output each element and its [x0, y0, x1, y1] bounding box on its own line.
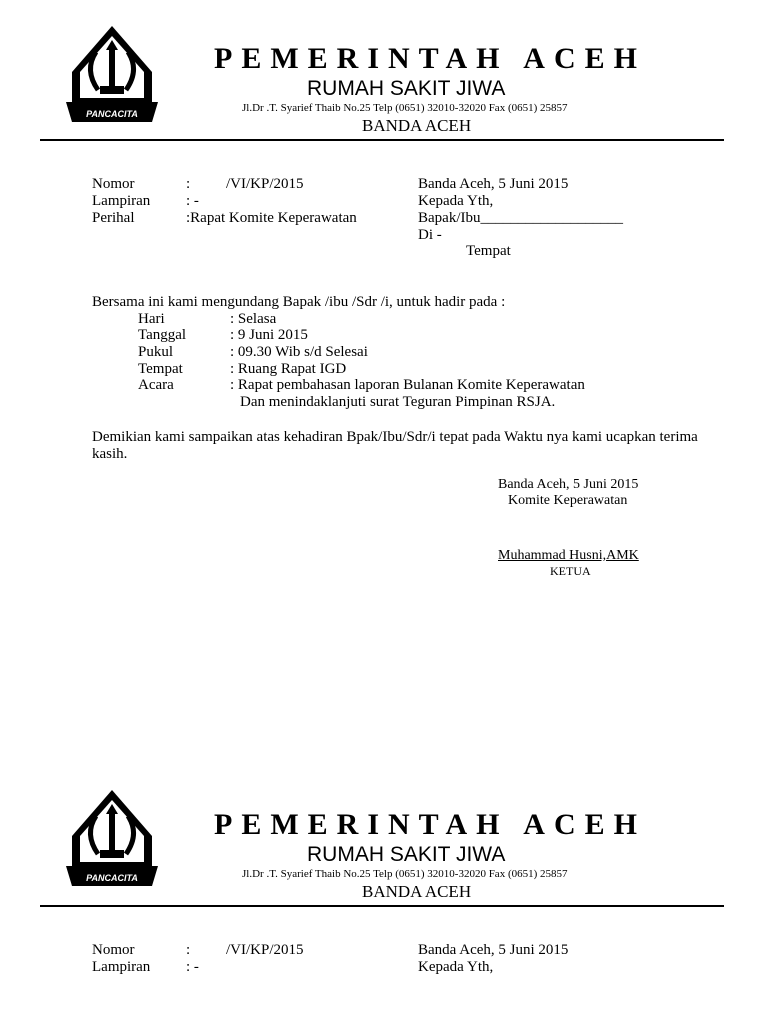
detail-label-acara: Acara — [138, 377, 174, 393]
letterhead-divider — [40, 905, 724, 907]
pancacita-logo-icon — [66, 22, 158, 126]
letterhead-subtitle: RUMAH SAKIT JIWA — [307, 77, 506, 100]
nomor-label: Nomor — [92, 176, 135, 192]
letterhead-city: BANDA ACEH — [362, 882, 472, 901]
perihal-label: Perihal — [92, 210, 135, 226]
recipient-tempat: Tempat — [466, 243, 511, 259]
lampiran-label: Lampiran — [92, 959, 151, 975]
recipient-place-date: Banda Aceh, 5 Juni 2015 — [418, 942, 569, 958]
letterhead-city: BANDA ACEH — [362, 116, 472, 135]
detail-label-hari: Hari — [138, 311, 165, 327]
detail-value-hari: : Selasa — [230, 311, 277, 327]
detail-value-pukul: : 09.30 Wib s/d Selesai — [230, 344, 368, 360]
signature-name: Muhammad Husni,AMK — [498, 548, 639, 563]
nomor-colon: : — [186, 176, 191, 192]
signature-place-date: Banda Aceh, 5 Juni 2015 — [498, 477, 639, 492]
letterhead-address: Jl.Dr .T. Syarief Thaib No.25 Telp (0651) 32010-32020 Fax (0651) 25857 — [242, 102, 568, 114]
detail-value-tempat: : Ruang Rapat IGD — [230, 361, 347, 377]
nomor-value: /VI/KP/2015 — [226, 176, 304, 192]
signature-role: KETUA — [550, 564, 591, 578]
recipient-to: Kepada Yth, — [418, 959, 494, 975]
nomor-colon: : — [186, 942, 191, 958]
closing-line-1: Demikian kami sampaikan atas kehadiran Bpak/Ibu/Sdr/i tepat pada Waktu nya kami ucapkan terima — [92, 429, 698, 445]
letterhead-address: Jl.Dr .T. Syarief Thaib No.25 Telp (0651) 32010-32020 Fax (0651) 25857 — [242, 868, 568, 880]
letterhead-title: PEMERINTAH ACEH — [214, 808, 646, 841]
detail-label-pukul: Pukul — [138, 344, 174, 360]
body-intro: Bersama ini kami mengundang Bapak /ibu /Sdr /i, untuk hadir pada : — [92, 294, 506, 310]
recipient-place-date: Banda Aceh, 5 Juni 2015 — [418, 176, 569, 192]
logo-caption: PANCACITA — [86, 109, 138, 119]
detail-label-tanggal: Tanggal — [138, 327, 187, 343]
recipient-di: Di - — [418, 227, 442, 243]
detail-acara-continued: Dan menindaklanjuti surat Teguran Pimpinan RSJA. — [240, 394, 556, 410]
letterhead-subtitle: RUMAH SAKIT JIWA — [307, 843, 506, 866]
perihal-value: :Rapat Komite Keperawatan — [186, 210, 357, 226]
detail-value-acara: : Rapat pembahasan laporan Bulanan Komite Keperawatan — [230, 377, 585, 393]
logo-caption: PANCACITA — [86, 873, 138, 883]
detail-label-tempat: Tempat — [138, 361, 183, 377]
lampiran-value: : - — [186, 193, 199, 209]
recipient-name: Bapak/Ibu___________________ — [418, 210, 623, 226]
letterhead-title: PEMERINTAH ACEH — [214, 42, 646, 75]
recipient-to: Kepada Yth, — [418, 193, 494, 209]
letterhead-divider — [40, 139, 724, 141]
pancacita-logo-icon — [66, 786, 158, 890]
nomor-label: Nomor — [92, 942, 135, 958]
closing-line-2: kasih. — [92, 446, 128, 462]
nomor-value: /VI/KP/2015 — [226, 942, 304, 958]
lampiran-value: : - — [186, 959, 199, 975]
lampiran-label: Lampiran — [92, 193, 151, 209]
signature-org: Komite Keperawatan — [508, 493, 628, 508]
detail-value-tanggal: : 9 Juni 2015 — [230, 327, 308, 343]
